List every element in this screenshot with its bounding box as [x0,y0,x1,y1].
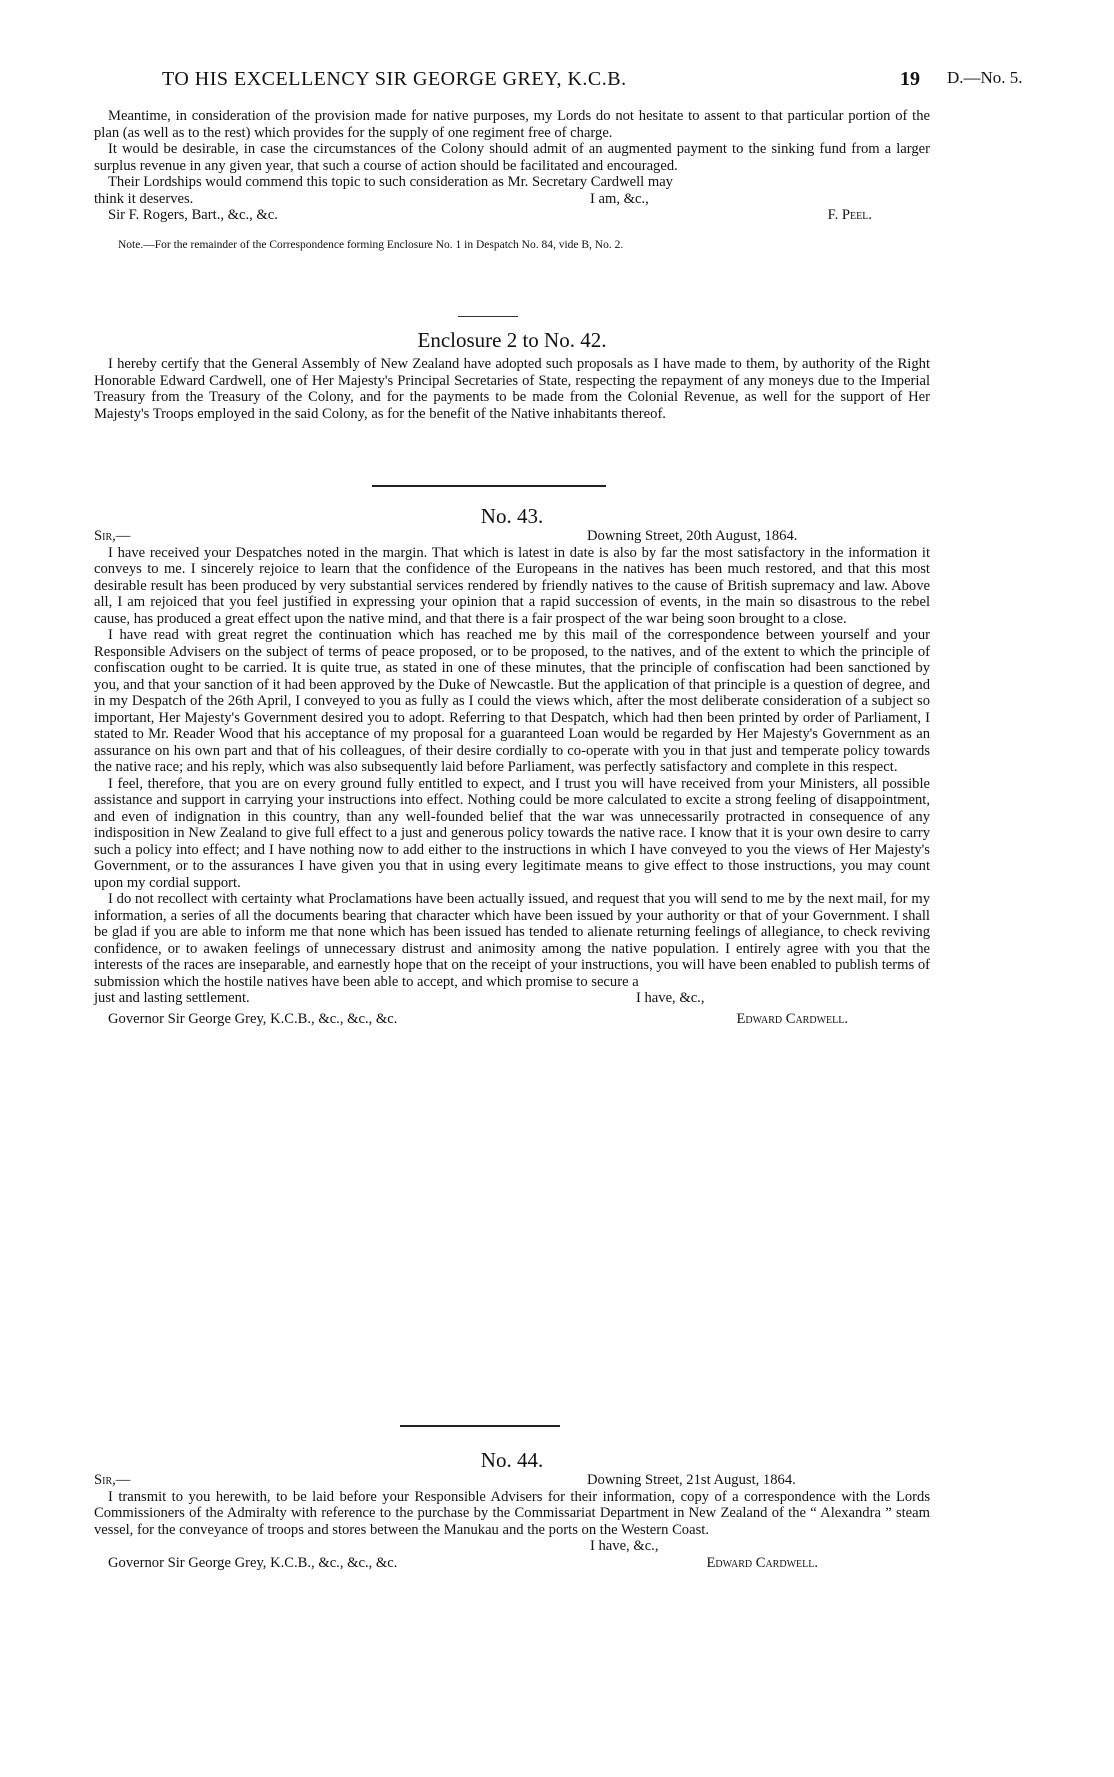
divider [400,1425,560,1427]
letter-continuation [94,108,930,252]
signature-line [94,1555,930,1572]
signature: Edward Cardwell. [736,1010,848,1027]
section-heading: Enclosure 2 to No. 42. [417,328,607,352]
paragraph: I transmit to you herewith, to be laid before your Responsible Advisers for their information, copy of a correspondence with the Lords Commissioners of the Admiralty with reference to the purchase by the Commissariat Department in New Zealand of the “ Alexandra ” steam vessel, for the conveyance of troops and stores between the Manukau and the ports on the Western Coast. [94,1488,930,1538]
salutation: Sir,— [94,1472,131,1488]
running-header [0,68,1114,92]
paragraph: I have received your Despatches noted in the margin. That which is latest in date is also by far the most satisfactory in the information it conveys to me. I sincerely rejoice to learn that the confidence of the Europeans in the natives has been much restored, and that this most desirable result has been produced by very substantial services rendered by friendly natives to the cause of British supremacy and law. Above all, I am rejoiced that you feel justified in expressing your opinion that a rapid succession of events, in the main so disastrous to the rebel cause, has produced a great effect upon the native mind, and that there is a fair prospect of the war being soon brought to a close. [94,544,930,627]
place-date: Downing Street, 20th August, 1864. [587,528,798,544]
signature: F. Peel. [827,207,872,223]
despatch-no-44 [94,1448,930,1571]
paragraph: I have read with great regret the continuation which has reached me by this mail of the correspondence between yourself and your Responsible Advisers on the subject of terms of peace proposed, or to be proposed, to the natives, and of the extent to which the principle of confiscation ought to be carried. It is quite true, as stated in one of these minutes, that the principle of confiscation had been sanctioned by you, and that your sanction of it had been approved by the Duke of Newcastle. But the application of that principle is a question of degree, and in my Despatch of the 26th April, I conveyed to you as fully as I could the views which, after the most deliberate consideration of a subject so important, Her Majesty's Government desired you to adopt. Referring to that Despatch, which had then been printed by order of Parliament, I stated to Mr. Reader Wood that his acceptance of my proposal for a guaranteed Loan would be regarded by Her Majesty's Government as an assurance on his own part and that of his colleagues, of their desire cordially to co-operate with you in that just and temperate policy towards the native race; and his reply, which was also subsequently laid before Parliament, was perfectly satisfactory and complete in this respect. [94,627,930,775]
addressee: Governor Sir George Grey, K.C.B., &c., &c., &c. [108,1554,398,1571]
footnote: Note.—For the remainder of the Correspondence forming Enclosure No. 1 in Despatch No. 84, vide B, No. 2. [118,238,624,251]
section-heading: No. 44. [480,1448,544,1472]
closing-line [94,990,930,1007]
paragraph-last-line: think it deserves. [94,190,194,207]
salutation-line [94,1472,930,1489]
divider [458,316,518,317]
addressee: Governor Sir George Grey, K.C.B., &c., &c., &c. [108,1010,398,1027]
paragraph: I feel, therefore, that you are on every ground fully entitled to expect, and I trust you will have received from your Ministers, all possible assistance and support in carrying your instructions into effect. Nothing could be more calculated to excite a strong feeling of disappointment, and even of indignation in this country, than any well-founded belief that the war was unnecessarily protracted in consequence of any indisposition in New Zealand to give full effect to a just and generous policy towards the native race. I know that it is your own desire to carry such a policy into effect; and I have nothing now to add either to the instructions in which I have conveyed to you the views of Her Majesty's Government, or to the assurances I have given you that in using every legitimate means to give effect to those instructions, you may count upon my cordial support. [94,775,930,891]
header-title: TO HIS EXCELLENCY SIR GEORGE GREY, K.C.B. [162,68,627,90]
signature-line [94,207,930,224]
paragraph-last-line: just and lasting settlement. [94,990,250,1006]
enclosure-section [94,328,930,422]
closing-formula: I am, &c., [590,190,649,207]
page-number: 19 [900,68,920,90]
paragraph: Meantime, in consideration of the provision made for native purposes, my Lords do not hesitate to assent to that particular portion of the plan (as well as to the rest) which provides for the supply of one regiment free of charge. [94,108,930,141]
place-date: Downing Street, 21st August, 1864. [587,1472,796,1488]
salutation-line [94,528,930,545]
addressee: Sir F. Rogers, Bart., &c., &c. [108,207,278,223]
closing-formula: I have, &c., [590,1538,659,1554]
section-heading: No. 43. [480,504,544,528]
signature: Edward Cardwell. [706,1554,818,1571]
document-reference: D.—No. 5. [947,68,1023,87]
paragraph: I do not recollect with certainty what Proclamations have been actually issued, and request that you will send to me by the next mail, for my information, a series of all the documents bearing that character which have been issued by your authority or that of your Government. I shall be glad if you are able to inform me that none which has been issued has tended to alienate returning feelings of allegiance, to check reviving confidence, or to awaken feelings of unnecessary distrust and animosity among the native population. I entirely agree with you that the interests of the races are inseparable, and earnestly hope that on the receipt of your instructions, you will have been enabled to publish terms of submission which the hostile natives have been able to accept, and which promise to secure a [94,891,930,990]
divider [372,485,606,487]
paragraph: It would be desirable, in case the circumstances of the Colony should admit of an augmented payment to the sinking fund from a larger surplus revenue in any given year, that such a course of action should be facilitated and encouraged. [94,141,930,174]
closing-line [94,1538,930,1555]
closing-formula: I have, &c., [636,990,705,1006]
salutation: Sir,— [94,528,131,544]
paragraph: I hereby certify that the General Assembly of New Zealand have adopted such proposals as I have made to them, by authority of the Right Honorable Edward Cardwell, one of Her Majesty's Principal Secretaries of State, respecting the repayment of any moneys due to the Imperial Treasury from the Treasury of the Colony, and for the payments to be made from the Colonial Revenue, as well for the support of Her Majesty's Troops employed in the said Colony, as for the benefit of the Native inhabitants thereof. [94,356,930,422]
signature-line [94,1011,930,1028]
paragraph-first-line: Their Lordships would commend this topic to such consideration as Mr. Secretary Cardwell may [108,174,673,190]
despatch-no-43 [94,504,930,1027]
closing-line [94,191,930,208]
